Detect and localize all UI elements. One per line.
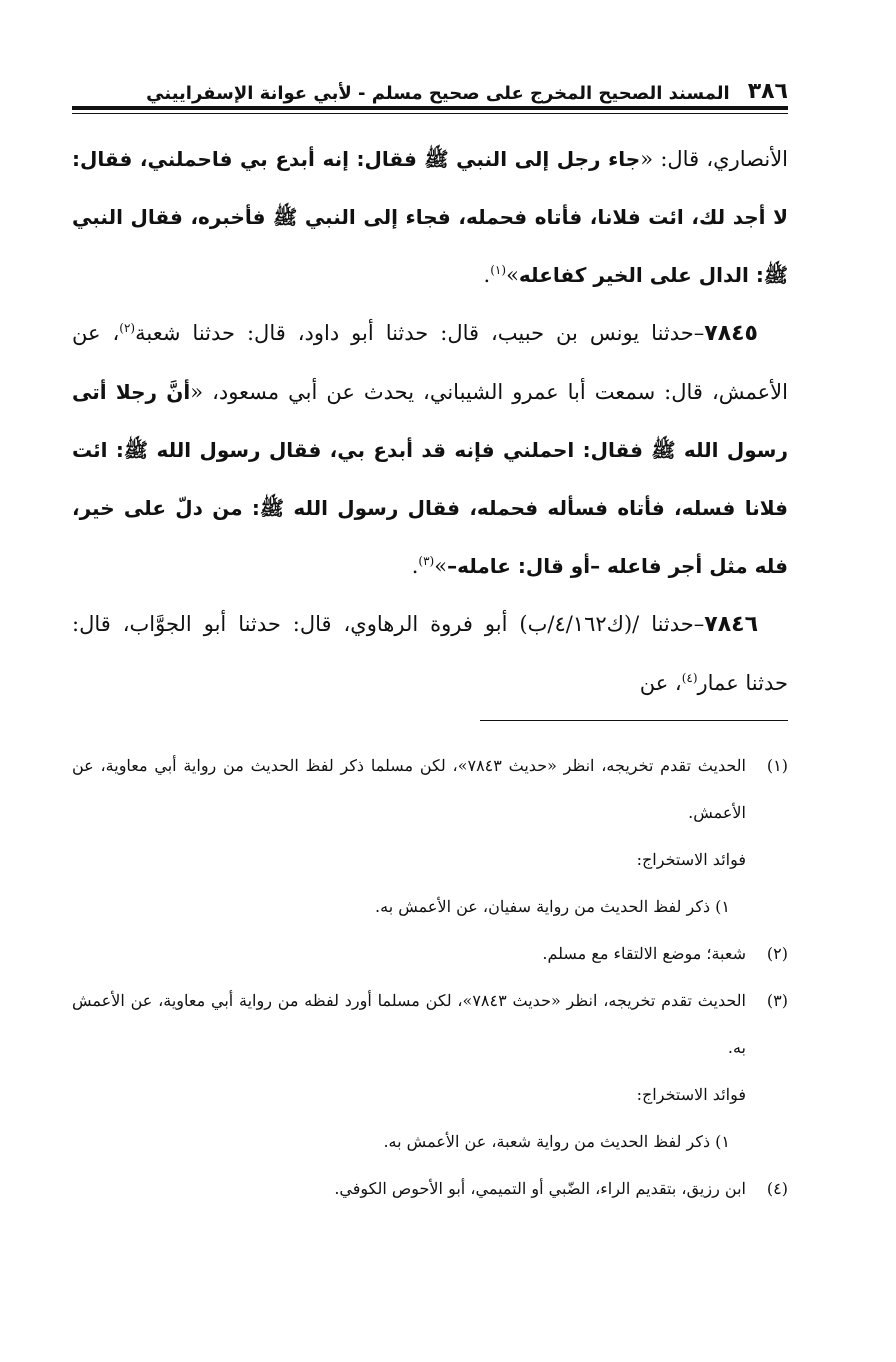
- footnote-ref-1[interactable]: (١): [490, 263, 507, 277]
- footnote-3: [72, 977, 788, 1165]
- hadith-matn: جاء رجل إلى النبي ﷺ فقال: إنه أبدع بي فاحملني، فقال: لا أجد لك، ائت فلانا، فأتاه فحمله، فجاء إلى النبي ﷺ فأخبره، فقال النبي ﷺ: الدال على الخير كفاعله: [72, 147, 788, 287]
- paragraph-continuation: [72, 130, 788, 304]
- main-text: [72, 130, 788, 712]
- narration-text: الأنصاري، قال: «: [640, 147, 788, 171]
- footnote-text: ابن رزيق، بتقديم الراء، الضّبي أو التميمي، أبو الأحوص الكوفي.: [334, 1179, 746, 1198]
- hadith-matn: أنَّ رجلا أتى رسول الله ﷺ فقال: احملني فإنه قد أبدع بي، فقال رسول الله ﷺ: ائت فلانا فسله، فأتاه فسأله فحمله، فقال رسول الله ﷺ: من دلّ على خير، فله مثل أجر فاعله –أو قال: عامله–: [72, 380, 788, 578]
- period: .: [411, 554, 419, 578]
- page-number: ٣٨٦: [747, 79, 788, 104]
- header-rule-thin: [72, 113, 788, 114]
- running-header: [72, 70, 788, 104]
- quote-mark: »: [506, 263, 519, 287]
- footnote-heading: فوائد الاستخراج:: [636, 850, 746, 869]
- footnote-text: الحديث تقدم تخريجه، انظر «حديث ٧٨٤٣»، لكن مسلما ذكر لفظ الحديث من رواية أبي معاوية، عن الأعمش.: [72, 756, 746, 822]
- footnote-number: (٣): [766, 991, 788, 1010]
- footnote-4: [72, 1165, 788, 1212]
- footnotes: [72, 742, 788, 1212]
- header-rule-thick: [72, 106, 788, 110]
- period: .: [483, 263, 491, 287]
- footnote-text: شعبة؛ موضع الالتقاء مع مسلم.: [542, 944, 746, 963]
- footnote-ref-3[interactable]: (٣): [418, 554, 435, 568]
- isnad-text: –حدثنا /(ك٤/١٦٢/ب) أبو فروة الرهاوي، قال: حدثنا أبو الجوَّاب، قال: حدثنا عمار: [72, 612, 788, 695]
- footnote-item: ١) ذكر لفظ الحديث من رواية شعبة، عن الأعمش به.: [383, 1132, 730, 1151]
- running-title: المسند الصحيح المخرج على صحيح مسلم - لأبي عوانة الإسفراييني: [146, 83, 730, 104]
- hadith-number: ٧٨٤٦: [704, 612, 758, 637]
- isnad-text: ، عن الأعمش، قال: سمعت أبا عمرو الشيباني، يحدث عن أبي مسعود، «: [72, 321, 788, 404]
- footnote-item: ١) ذكر لفظ الحديث من رواية سفيان، عن الأعمش به.: [375, 897, 730, 916]
- footnote-heading: فوائد الاستخراج:: [636, 1085, 746, 1104]
- footnote-text: الحديث تقدم تخريجه، انظر «حديث ٧٨٤٣»، لكن مسلما أورد لفظه من رواية أبي معاوية، عن الأعمش به.: [72, 991, 747, 1057]
- footnote-separator: [480, 720, 788, 721]
- isnad-text: ، عن: [639, 671, 682, 695]
- footnote-number: (٤): [766, 1179, 788, 1198]
- footnote-number: (١): [766, 756, 788, 775]
- footnote-2: [72, 930, 788, 977]
- quote-mark: »: [434, 554, 448, 578]
- footnote-1: [72, 742, 788, 930]
- hadith-7846: [72, 595, 788, 712]
- hadith-number: ٧٨٤٥: [704, 321, 758, 346]
- footnote-number: (٢): [766, 944, 788, 963]
- isnad-text: –حدثنا يونس بن حبيب، قال: حدثنا أبو داود، قال: حدثنا شعبة: [135, 321, 705, 345]
- footnote-ref-4[interactable]: (٤): [681, 671, 698, 685]
- hadith-7845: [72, 304, 788, 595]
- footnote-ref-2[interactable]: (٢): [119, 321, 136, 335]
